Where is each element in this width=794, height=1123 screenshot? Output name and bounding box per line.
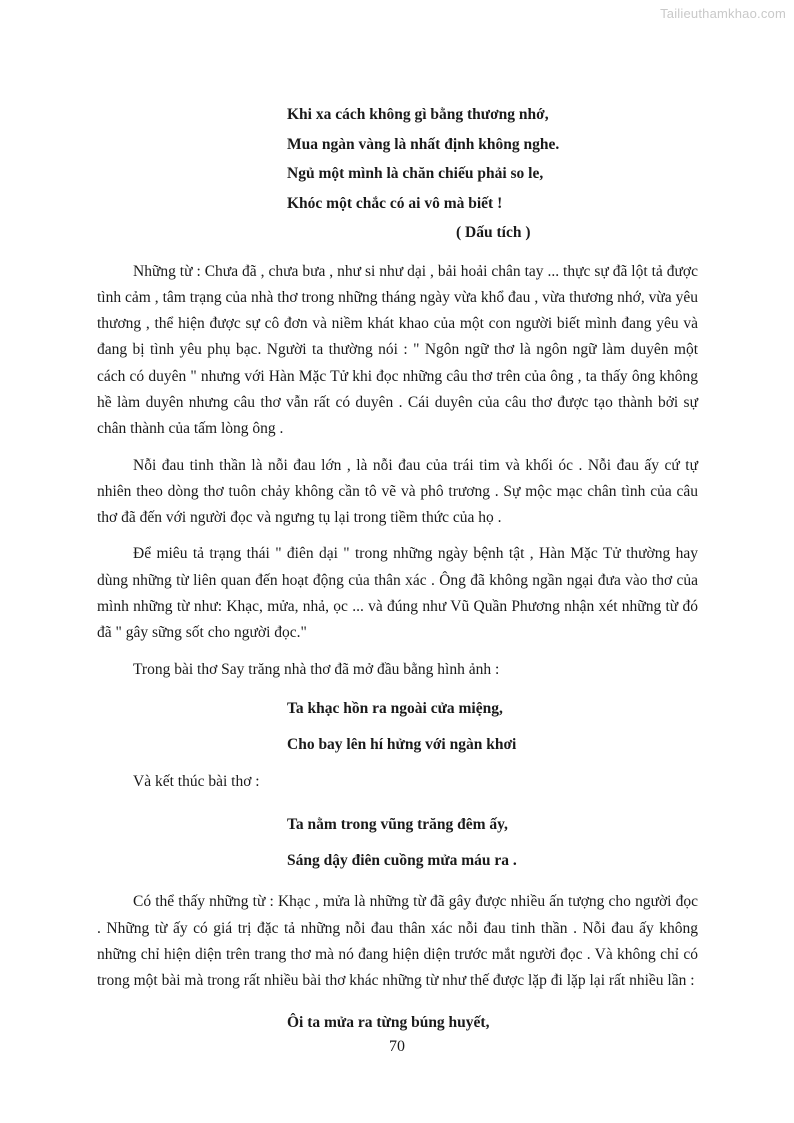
poem-line: Ngủ một mình là chăn chiếu phải so le, xyxy=(287,165,544,182)
poem-line: Khi xa cách không gì bằng thương nhớ, xyxy=(287,106,549,123)
poem-stanza-4 xyxy=(97,1008,698,1038)
paragraph-5: Và kết thúc bài thơ : xyxy=(133,772,260,790)
paragraph-4: Trong bài thơ Say trăng nhà thơ đã mở đầu bằng hình ảnh : xyxy=(133,660,500,678)
spacer xyxy=(97,443,698,453)
spacer xyxy=(97,531,698,541)
page-number: 70 xyxy=(389,1038,405,1055)
spacer xyxy=(97,647,698,657)
poem-line: Ta nằm trong vũng trăng đêm ấy, xyxy=(287,816,508,834)
poem-stanza-2 xyxy=(97,691,698,763)
paragraph-3: Để miêu tả trạng thái " điên dại " trong những ngày bệnh tật , Hàn Mặc Tử thường hay dùng những từ liên quan đến hoạt động của thân xác . Ông đã không ngần ngại đưa vào thơ của mình những từ như: Khạc, mửa, nhả, ọc ... và đúng như Vũ Quần Phương nhận xét những từ đó đã " gây sững sốt cho người đọc." xyxy=(97,545,698,642)
paragraph-6: Có thể thấy những từ : Khạc , mửa là những từ đã gây được nhiều ấn tượng cho người đọc . Những từ ấy có giá trị đặc tả những nỗi đau thân xác nỗi đau tinh thần . Nỗi đau ấy không những chỉ hiện diện trên trang thơ mà nó đang hiện diện trước mắt người đọc . Và không chỉ có trong một bài mà trong rất nhiều bài thơ khác những từ như thế được lặp đi lặp lại rất nhiều lần : xyxy=(97,893,698,990)
paragraph-2: Nỗi đau tinh thần là nỗi đau lớn , là nỗi đau của trái tim và khối óc . Nỗi đau ấy cứ tự nhiên theo dòng thơ tuôn chảy không cần tô vẽ và phô trương . Sự mộc mạc chân tình của câu thơ đã đến với người đọc và ngưng tụ lại trong tiềm thức của họ . xyxy=(97,456,698,527)
poem-source: ( Dấu tích ) xyxy=(456,224,531,241)
page-content xyxy=(97,100,698,1038)
poem-line: Khóc một chắc có ai vô mà biết ! xyxy=(287,194,503,212)
poem-line: Sáng dậy điên cuồng mửa máu ra . xyxy=(287,852,517,870)
paragraph-1: Những từ : Chưa đã , chưa bưa , như si như dại , bải hoải chân tay ... thực sự đã lột tả được tình cảm , tâm trạng của nhà thơ trong những tháng ngày vừa khổ đau , vừa thương nhớ, vừa yêu thương , thể hiện được sự cô đơn và niềm khát khao của một con người biết mình đang yêu và đang bị tình yêu phụ bạc. Người ta thường nói : " Ngôn ngữ thơ là ngôn ngữ làm duyên một cách có duyên " nhưng với Hàn Mặc Tử khi đọc những câu thơ trên của ông , ta thấy ông không hề làm duyên nhưng câu thơ vẫn rất có duyên . Cái duyên của câu thơ được tạo thành bởi sự chân thành của tấm lòng ông . xyxy=(97,262,698,438)
poem-line: Ta khạc hồn ra ngoài cửa miệng, xyxy=(287,699,503,717)
watermark-text: Tailieuthamkhao.com xyxy=(660,6,786,21)
spacer xyxy=(97,248,698,259)
poem-stanza-3 xyxy=(97,807,698,879)
poem-line: Ôi ta mửa ra từng búng huyết, xyxy=(287,1014,490,1032)
poem-stanza-1 xyxy=(97,100,698,218)
poem-line: Cho bay lên hí hửng với ngàn khơi xyxy=(287,735,517,753)
poem-line: Mua ngàn vàng là nhất định không nghe. xyxy=(287,135,560,153)
